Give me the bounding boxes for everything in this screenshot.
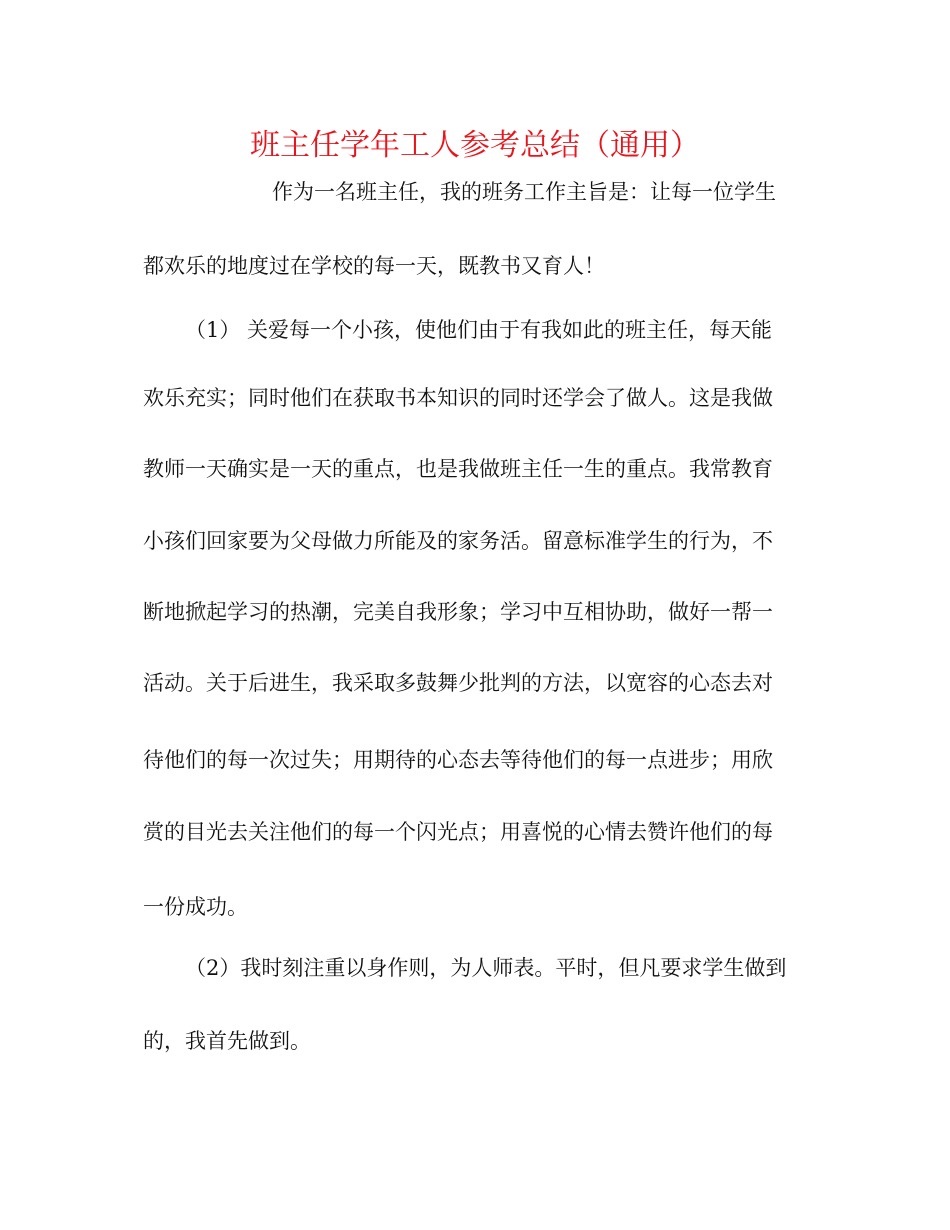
- paragraph-line: 小孩们回家要为父母做力所能及的家务活。留意标准学生的行为，不: [143, 529, 773, 553]
- paragraph-line: （1） 关爱每一个小孩，使他们由于有我如此的班主任，每天能: [185, 318, 773, 342]
- document-title: 班主任学年工人参考总结（通用）: [250, 128, 700, 163]
- paragraph-line: 活动。关于后进生，我采取多鼓舞少批判的方法，以宽容的心态去对: [143, 671, 773, 695]
- paragraph-line: 待他们的每一次过失；用期待的心态去等待他们的每一点进步；用欣: [143, 748, 773, 772]
- paragraph-line: 的，我首先做到。: [143, 1029, 311, 1053]
- paragraph-line: 作为一名班主任，我的班务工作主旨是：让每一位学生: [272, 180, 776, 204]
- paragraph-line: 欢乐充实；同时他们在获取书本知识的同时还学会了做人。这是我做: [143, 386, 773, 410]
- paragraph-line: （2）我时刻注重以身作则，为人师表。平时，但凡要求学生做到: [185, 956, 787, 980]
- paragraph-line: 断地掀起学习的热潮，完美自我形象；学习中互相协助，做好一帮一: [143, 600, 773, 624]
- paragraph-line: 赏的目光去关注他们的每一个闪光点；用喜悦的心情去赞许他们的每: [143, 820, 773, 844]
- paragraph-line: 教师一天确实是一天的重点，也是我做班主任一生的重点。我常教育: [143, 457, 773, 481]
- paragraph-line: 都欢乐的地度过在学校的每一天，既教书又育人！: [143, 254, 605, 278]
- paragraph-line: 一份成功。: [143, 895, 248, 919]
